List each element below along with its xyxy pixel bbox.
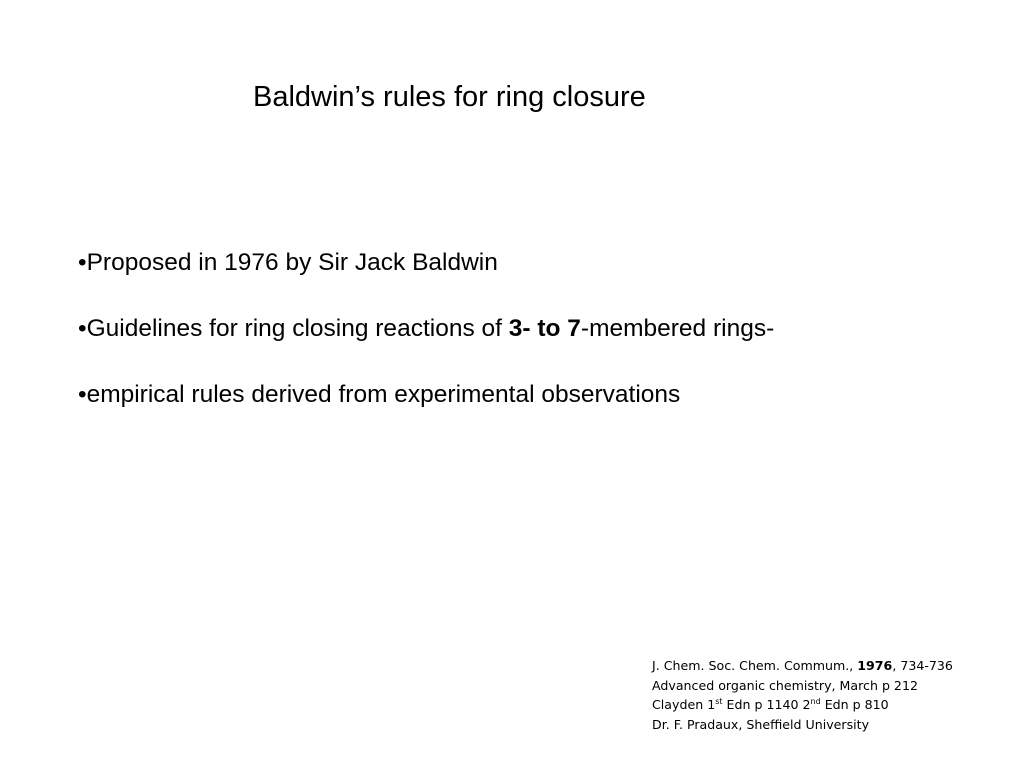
references — [652, 656, 953, 734]
bullet-proposed — [78, 246, 774, 280]
reference-clayden-part: Edn p 810 — [820, 697, 889, 712]
bullet-text: Proposed in 1976 by Sir Jack Baldwin — [86, 249, 498, 276]
bullet-ring-size: 3- to 7 — [508, 315, 581, 342]
reference-clayden-sup: nd — [810, 697, 821, 706]
reference-clayden-sup: st — [715, 697, 723, 706]
reference-journal — [652, 656, 953, 676]
bullet-list — [78, 246, 774, 444]
reference-clayden — [652, 695, 953, 715]
bullet-marker: • — [78, 249, 87, 276]
reference-march: Advanced organic chemistry, March p 212 — [652, 677, 918, 693]
bullet-text-after: -membered rings- — [580, 315, 775, 342]
reference-journal-year: 1976 — [857, 658, 893, 673]
bullet-text: empirical rules derived from experimental observations — [86, 381, 681, 408]
bullet-marker: • — [78, 315, 87, 342]
reference-journal-name: J. Chem. Soc. Chem. Commum., — [652, 658, 858, 673]
slide-title: Baldwin’s rules for ring closure — [253, 81, 646, 113]
reference-clayden-part: Clayden 1 — [652, 697, 716, 712]
reference-journal-pages: , 734-736 — [892, 658, 953, 673]
bullet-empirical — [78, 378, 774, 412]
bullet-guidelines — [78, 312, 774, 346]
bullet-text-before: Guidelines for ring closing reactions of — [86, 315, 509, 342]
reference-author: Dr. F. Pradaux, Sheffield University — [652, 716, 870, 732]
bullet-marker: • — [78, 381, 87, 408]
reference-clayden-part: Edn p 1140 2 — [722, 697, 811, 712]
